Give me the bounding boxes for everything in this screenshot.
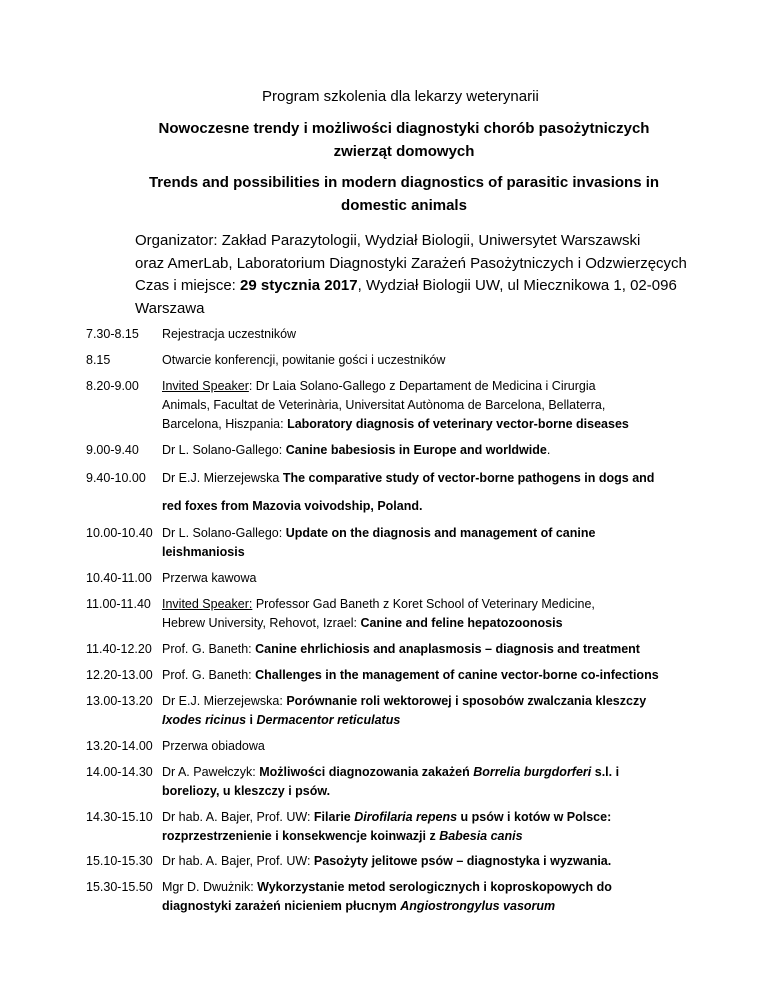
schedule-desc: Prof. G. Baneth: Canine ehrlichiosis and anaplasmosis – diagnosis and treatment (162, 642, 640, 656)
talk-title: Canine ehrlichiosis and anaplasmosis – diagnosis and treatment (255, 642, 640, 656)
title-english-line1: Trends and possibilities in modern diagnostics of parasitic invasions in (148, 174, 660, 191)
organizer (135, 229, 687, 275)
schedule-time: 9.00-9.40 (86, 443, 139, 457)
schedule-time: 14.00-14.30 (86, 765, 153, 779)
title-polish (134, 117, 674, 163)
place-prefix: Czas i miejsce: (135, 277, 241, 294)
talk-title: Canine babesiosis in Europe and worldwide (285, 443, 547, 457)
schedule-time: 8.15 (86, 353, 111, 367)
schedule-desc: Invited Speaker: Dr Laia Solano-Gallego z Departament de Medicina i Cirurgia Animals, Facultat de Veterinària, Universitat Autònoma de Barcelona, Bellaterra, Barcelona, Hiszpania: Laboratory diagnosis of veterinary vector-borne diseases (162, 379, 629, 431)
schedule-time: 11.00-11.40 (86, 597, 151, 611)
schedule-time: 13.00-13.20 (86, 694, 153, 708)
schedule-desc: Invited Speaker: Professor Gad Baneth z Koret School of Veterinary Medicine, Hebrew University, Rehovot, Izrael: Canine and feline hepatozoonosis (162, 597, 595, 630)
talk-title: The comparative study of vector-borne pathogens in dogs and (282, 471, 655, 485)
talk-title: Laboratory diagnosis of veterinary vector-borne diseases (287, 417, 629, 431)
schedule-time: 12.20-13.00 (86, 668, 153, 682)
schedule-desc: Dr L. Solano-Gallego: Canine babesiosis in Europe and worldwide. (162, 443, 551, 457)
schedule-time: 15.30-15.50 (86, 880, 153, 894)
schedule-desc: Przerwa obiadowa (162, 739, 265, 753)
schedule-time: 11.40-12.20 (86, 642, 152, 656)
talk-title: Canine and feline hepatozoonosis (360, 616, 563, 630)
schedule-desc: Dr E.J. Mierzejewska: Porównanie roli wektorowej i sposobów zwalczania kleszczy Ixodes ricinus i Dermacentor reticulatus (162, 694, 647, 727)
invited-speaker-label: Invited Speaker (162, 379, 249, 393)
event-date: 29 stycznia 2017 (240, 277, 358, 294)
schedule-desc: Prof. G. Baneth: Challenges in the management of canine vector-borne co-infections (162, 668, 659, 682)
talk-title: Możliwości diagnozowania zakażeń (259, 765, 474, 779)
schedule-desc: Dr hab. A. Bajer, Prof. UW: Filarie Dirofilaria repens u psów i kotów w Polsce: rozprzestrzenienie i konsekwencje koinwazji z Babesia canis (162, 810, 612, 843)
invited-speaker-label: Invited Speaker: (162, 597, 253, 611)
title-english (134, 171, 674, 217)
organizer-line2: oraz AmerLab, Laboratorium Diagnostyki Zarażeń Pasożytniczych i Odzwierzęcych (135, 255, 687, 272)
organizer-line1: Organizator: Zakład Parazytologii, Wydział Biologii, Uniwersytet Warszawski (135, 232, 641, 249)
schedule-desc: Mgr D. Dwużnik: Wykorzystanie metod serologicznych i koproskopowych do diagnostyki zarażeń nicieniem płucnym Angiostrongylus vasorum (162, 880, 612, 913)
schedule-time: 7.30-8.15 (86, 327, 139, 341)
schedule-desc: Otwarcie konferencji, powitanie gości i uczestników (162, 353, 446, 367)
title-polish-line2: zwierząt domowych (333, 143, 475, 160)
talk-title: Pasożyty jelitowe psów – diagnostyka i wyzwania. (313, 854, 612, 868)
schedule-time: 8.20-9.00 (86, 379, 139, 393)
schedule-desc: Dr L. Solano-Gallego: Update on the diagnosis and management of canine leishmaniosis (162, 526, 596, 559)
talk-title: Filarie (313, 810, 355, 824)
place-city: Warszawa (135, 300, 205, 317)
program-heading: Program szkolenia dla lekarzy weterynarii (262, 88, 539, 105)
time-and-place (135, 274, 677, 320)
talk-title: Wykorzystanie metod serologicznych i koproskopowych do (257, 880, 612, 894)
schedule-desc: Dr A. Pawełczyk: Możliwości diagnozowania zakażeń Borrelia burgdorferi s.l. i boreliozy, u kleszczy i psów. (162, 765, 620, 798)
schedule-time: 13.20-14.00 (86, 739, 153, 753)
schedule-time: 14.30-15.10 (86, 810, 153, 824)
place-address: , Wydział Biologii UW, ul Miecznikowa 1, 02-096 (357, 277, 677, 294)
schedule-time: 15.10-15.30 (86, 854, 153, 868)
schedule-time: 10.00-10.40 (86, 526, 153, 540)
schedule-time: 10.40-11.00 (86, 571, 152, 585)
talk-title: Challenges in the management of canine vector-borne co-infections (255, 668, 659, 682)
schedule-desc: Przerwa kawowa (162, 571, 257, 585)
talk-title: Porównanie roli wektorowej i sposobów zwalczania kleszczy (286, 694, 647, 708)
schedule-desc: Dr E.J. Mierzejewska The comparative study of vector-borne pathogens in dogs and red foxes from Mazovia voivodship, Poland. (162, 471, 655, 513)
schedule-desc: Dr hab. A. Bajer, Prof. UW: Pasożyty jelitowe psów – diagnostyka i wyzwania. (162, 854, 612, 868)
place-line1 (135, 274, 677, 297)
title-polish-line1: Nowoczesne trendy i możliwości diagnostyki chorób pasożytniczych (158, 120, 650, 137)
talk-title: Update on the diagnosis and management of canine (285, 526, 596, 540)
schedule-time: 9.40-10.00 (86, 471, 146, 485)
schedule-desc: Rejestracja uczestników (162, 327, 297, 341)
title-english-line2: domestic animals (341, 197, 467, 214)
